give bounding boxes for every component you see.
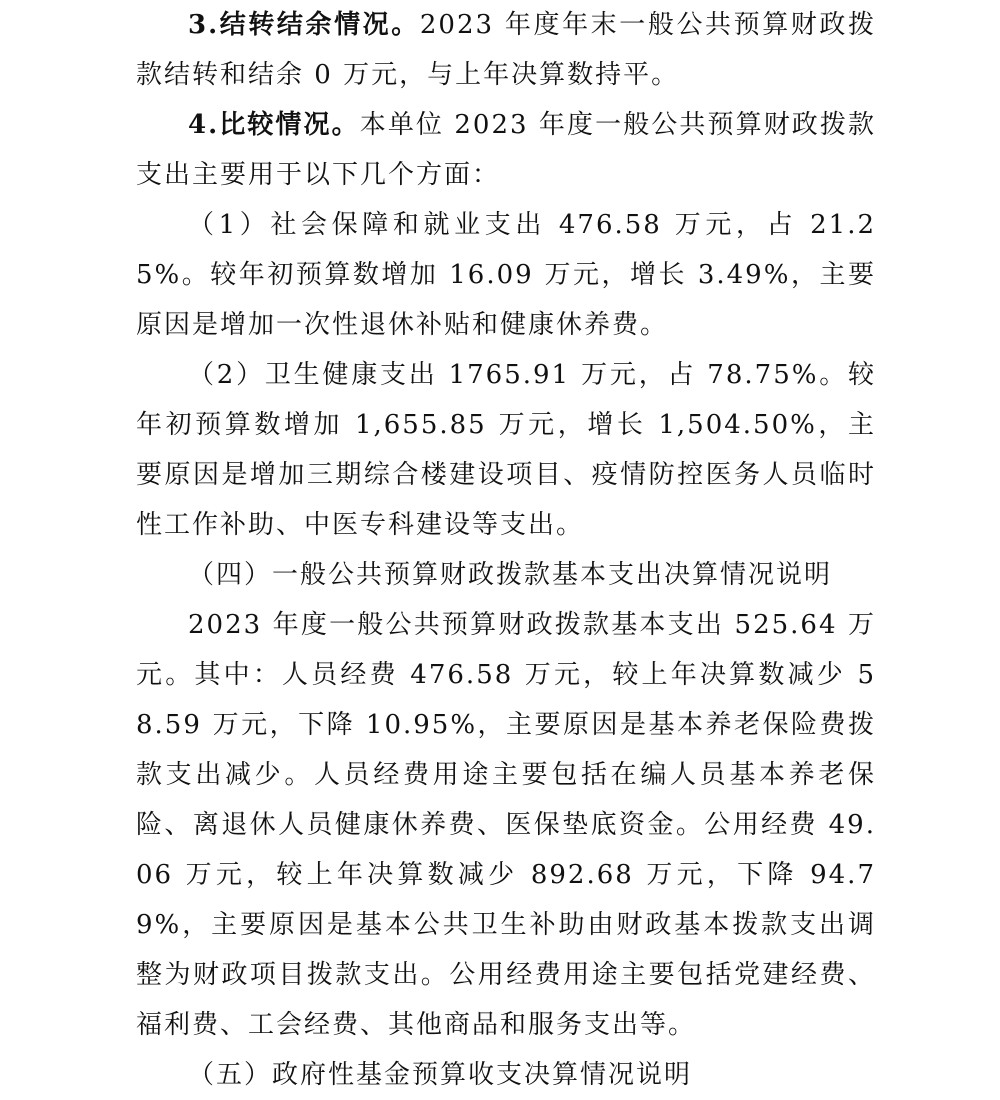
document-page (136, 0, 876, 1100)
section-heading-basic-expenditure: （四）一般公共预算财政拨款基本支出决算情况说明 (188, 560, 833, 590)
paragraph-text-carryover: 2023 年度年末一般公共预算财政拨款结转和结余 0 万元，与上年决算数持平。 (136, 10, 876, 90)
paragraph-social-security: （1）社会保障和就业支出 476.58 万元，占 21.25%。较年初预算数增加 16.09 万元，增长 3.49%，主要原因是增加一次性退休补贴和健康休养费。 (136, 210, 876, 340)
paragraph-text-comparison: 本单位 2023 年度一般公共预算财政拨款支出主要用于以下几个方面： (136, 110, 876, 190)
paragraph-carryover-balance (136, 0, 876, 100)
paragraph-basic-expenditure: 2023 年度一般公共预算财政拨款基本支出 525.64 万元。其中：人员经费 476.58 万元，较上年决算数减少 58.59 万元，下降 10.95%，主要原因是基本养老保险费拨款支出减少。人员经费用途主要包括在编人员基本养老保险、离退休人员健康休养费、医保垫底资金。公用经费 49.06 万元，较上年决算数减少 892.68 万元，下降 94.79%，主要原因是基本公共卫生补助由财政基本拨款支出调整为财政项目拨款支出。公用经费用途主要包括党建经费、福利费、工会经费、其他商品和服务支出等。 (136, 610, 876, 1040)
paragraph-lead-carryover: 3.结转结余情况。 (188, 10, 420, 40)
section-heading-government-fund: （五）政府性基金预算收支决算情况说明 (188, 1060, 693, 1090)
paragraph-health: （2）卫生健康支出 1765.91 万元，占 78.75%。较年初预算数增加 1,655.85 万元，增长 1,504.50%，主要原因是增加三期综合楼建设项目、疫情防控医务人员临时性工作补助、中医专科建设等支出。 (136, 360, 876, 540)
paragraph-comparison (136, 100, 876, 200)
paragraph-lead-comparison: 4.比较情况。 (188, 110, 360, 140)
